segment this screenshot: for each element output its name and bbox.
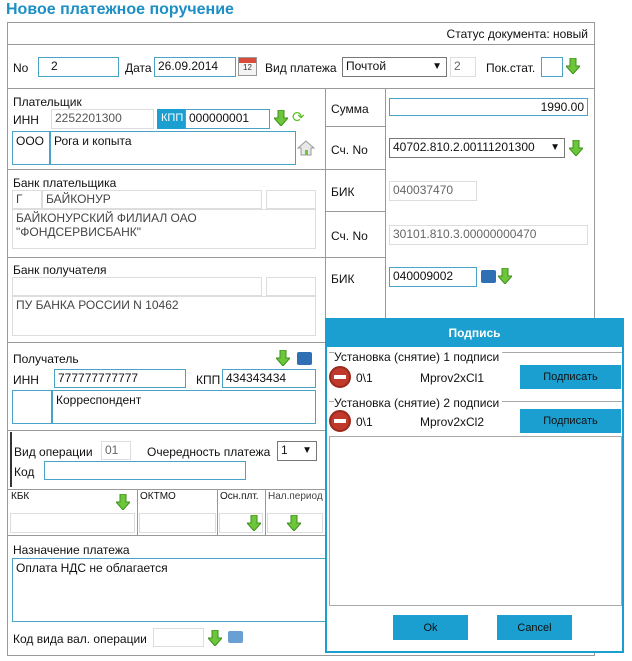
sign-2-name: Mprov2xCl2 <box>420 415 485 429</box>
divider <box>8 257 386 258</box>
payment-type-select[interactable] <box>342 57 447 77</box>
operation-type-label: Вид операции <box>14 445 93 459</box>
number-field[interactable]: 2 <box>38 57 119 77</box>
dialog-title: Подпись <box>327 320 622 347</box>
payee-arrow-icon[interactable] <box>276 350 290 366</box>
chevron-down-icon: ▼ <box>550 142 560 153</box>
oktmo-label: ОКТМО <box>140 491 176 502</box>
period-label: Нал.период <box>268 491 323 502</box>
payee-bank-arrow-icon[interactable] <box>498 268 512 284</box>
payer-kpp-label: КПП <box>157 109 185 129</box>
dialog-content-area <box>329 436 622 606</box>
divider <box>8 342 326 343</box>
payee-bank-city <box>12 277 262 296</box>
sign-1-ratio: 0\1 <box>356 371 373 385</box>
divider <box>8 535 326 536</box>
chevron-down-icon: ▼ <box>432 61 442 72</box>
payee-section-label: Получатель <box>13 352 79 366</box>
amount-field[interactable]: 1990.00 <box>389 98 588 116</box>
priority-label: Очередность платежа <box>147 445 271 459</box>
period-arrow-icon[interactable] <box>287 515 301 531</box>
sign-1-name: Mprov2xCl1 <box>420 371 485 385</box>
currency-op-field <box>153 628 204 647</box>
divider <box>326 211 386 212</box>
bank-lookup-icon[interactable] <box>481 270 496 283</box>
payer-kpp-arrow-icon[interactable] <box>274 110 288 126</box>
pokstat-label: Пок.стат. <box>486 61 536 75</box>
osn-arrow-icon[interactable] <box>247 515 261 531</box>
payer-section-label: Плательщик <box>13 95 82 109</box>
payer-account-value: 40702.810.2.00111201300 <box>393 140 535 154</box>
sign-1-button[interactable]: Подписать <box>520 365 621 389</box>
refresh-icon[interactable]: ⟳ <box>292 109 305 126</box>
payer-account-select[interactable] <box>389 138 565 158</box>
document-status: Статус документа: новый <box>8 23 594 45</box>
payer-bank-section-label: Банк плательщика <box>13 176 117 190</box>
payer-bank-city-type: Г <box>12 190 42 209</box>
payee-add-icon[interactable] <box>297 352 312 365</box>
payment-type-label: Вид платежа <box>265 61 337 75</box>
cancel-button[interactable]: Cancel <box>497 615 572 640</box>
purpose-field[interactable]: Оплата НДС не облагается <box>12 558 326 622</box>
divider <box>326 126 386 127</box>
payee-name-field[interactable]: Корреспондент <box>52 390 316 424</box>
upload-icon[interactable] <box>228 631 243 643</box>
amount-label: Сумма <box>331 102 369 116</box>
page-title: Новое платежное поручение <box>6 1 234 18</box>
oktmo-field <box>139 513 216 533</box>
payer-kpp-field[interactable]: 000000001 <box>185 109 270 129</box>
kbk-field <box>10 513 135 533</box>
stop-icon[interactable] <box>329 410 351 432</box>
payer-bank-name: БАЙКОНУРСКИЙ ФИЛИАЛ ОАО "ФОНДСЕРВИСБАНК" <box>12 209 316 249</box>
date-field[interactable]: 26.09.2014 <box>154 57 236 77</box>
payment-type-code: 2 <box>450 57 476 77</box>
divider <box>137 490 138 535</box>
payee-bank-extra <box>266 277 316 296</box>
pokstat-arrow-icon[interactable] <box>566 58 580 74</box>
chevron-down-icon: ▼ <box>302 445 312 456</box>
ok-button[interactable]: Ok <box>393 615 468 640</box>
payer-bank-corr-label: Сч. No <box>331 229 368 243</box>
payer-account-label: Сч. No <box>331 143 368 157</box>
divider <box>8 169 386 170</box>
sign-2-button[interactable]: Подписать <box>520 409 621 433</box>
payee-bank-section-label: Банк получателя <box>13 263 107 277</box>
number-label: No <box>13 61 29 75</box>
priority-select[interactable] <box>277 441 317 461</box>
payee-inn-field[interactable]: 777777777777 <box>54 369 186 388</box>
sign-group-2-label: Установка (снятие) 2 подписи <box>334 396 502 410</box>
payer-bank-city: БАЙКОНУР <box>42 190 262 209</box>
divider <box>217 490 218 535</box>
payer-bank-extra <box>266 190 316 209</box>
date-label: Дата <box>125 61 152 75</box>
payee-kpp-field[interactable]: 434343434 <box>222 369 316 388</box>
priority-value: 1 <box>281 443 288 457</box>
payer-name-field[interactable]: Рога и копыта <box>50 131 296 165</box>
payee-bank-name: ПУ БАНКА РОССИИ N 10462 <box>12 296 316 336</box>
code-label: Код <box>14 465 35 479</box>
payer-bank-bik-field: 040037470 <box>389 181 477 201</box>
stop-icon[interactable] <box>329 366 351 388</box>
operation-type-field: 01 <box>101 441 131 460</box>
payer-bank-corr-field: 30101.810.3.00000000470 <box>389 225 588 245</box>
payer-inn-label: ИНН <box>13 113 39 127</box>
osn-label: Осн.плт. <box>220 491 259 502</box>
code-field[interactable] <box>44 461 246 480</box>
currency-op-arrow-icon[interactable] <box>208 630 222 646</box>
payer-inn-field: 2252201300 <box>51 109 154 129</box>
payee-bank-bik-field[interactable]: 040009002 <box>389 267 477 287</box>
sign-2-ratio: 0\1 <box>356 415 373 429</box>
currency-op-label: Код вида вал. операции <box>13 632 147 646</box>
payer-bank-bik-label: БИК <box>331 185 355 199</box>
payee-inn-label: ИНН <box>13 373 39 387</box>
kbk-arrow-icon[interactable] <box>116 494 130 510</box>
home-icon[interactable] <box>297 140 315 156</box>
kbk-label: КБК <box>11 491 30 502</box>
payee-org-form[interactable] <box>12 390 52 424</box>
payer-account-arrow-icon[interactable] <box>569 140 583 156</box>
divider <box>8 430 326 431</box>
payee-kpp-label: КПП <box>196 373 221 387</box>
payer-org-form[interactable]: ООО <box>12 131 50 165</box>
pokstat-field[interactable] <box>541 57 563 77</box>
payment-type-value: Почтой <box>346 59 387 73</box>
divider <box>265 490 266 535</box>
sign-group-1-label: Установка (снятие) 1 подписи <box>334 350 502 364</box>
calendar-icon[interactable]: 12 <box>238 57 257 76</box>
purpose-label: Назначение платежа <box>13 543 130 557</box>
divider <box>8 88 594 89</box>
divider <box>8 489 326 490</box>
payee-bank-bik-label: БИК <box>331 272 355 286</box>
